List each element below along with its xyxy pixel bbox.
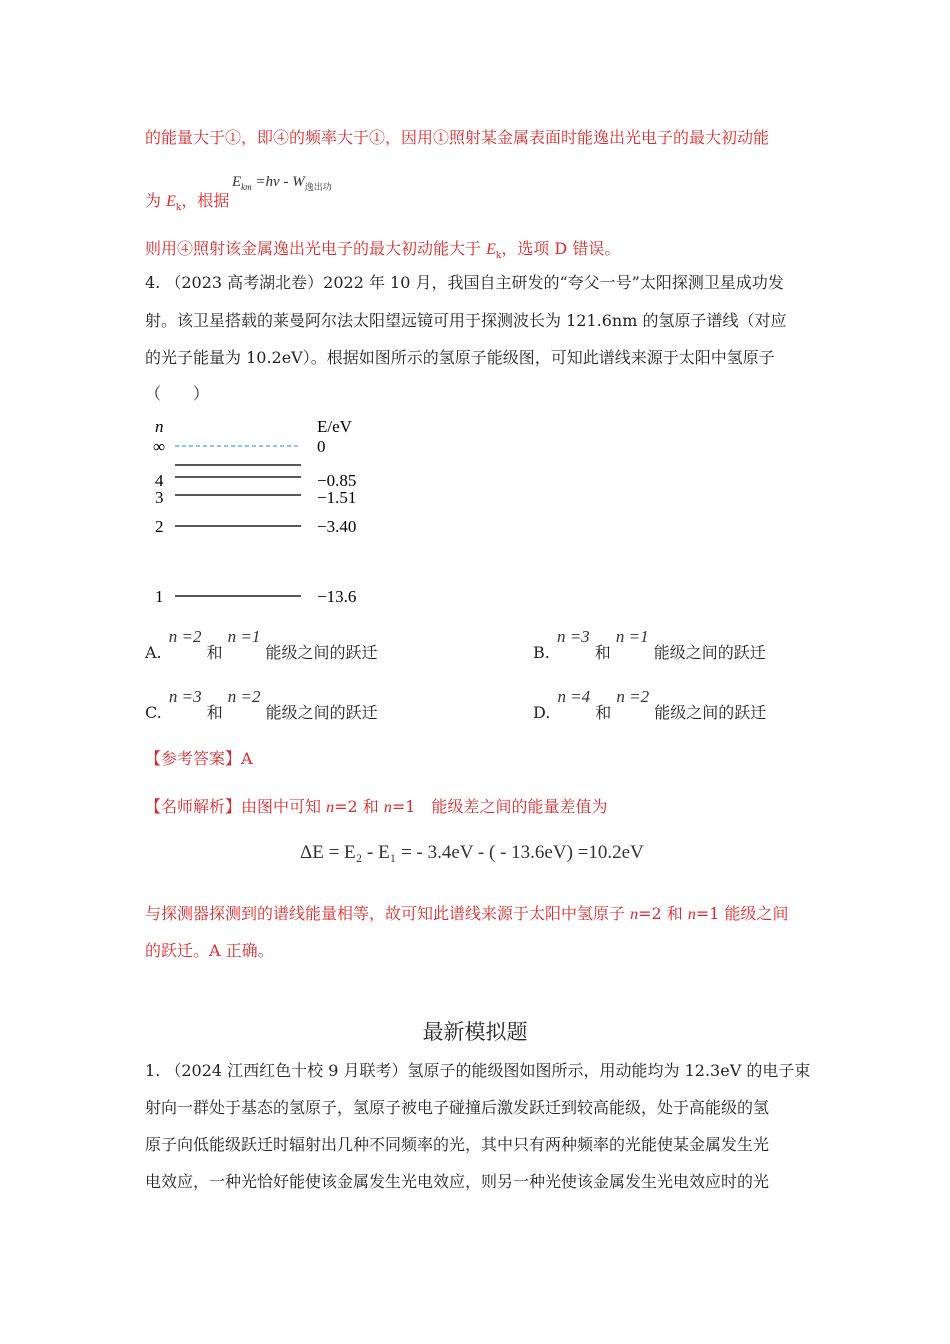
- level-2: [155, 517, 356, 536]
- analysis-continuation-line-3: 则用④照射该金属逸出光电子的最大初动能大于 $E_k$，选项 D 错误。: [145, 239, 621, 262]
- question-4-line-1: 4. （2023 高考湖北卷）2022 年 10 月，我国自主研发的“夸父一号”太阳探测卫星成功发: [145, 273, 784, 292]
- level-energy-label: 0: [317, 437, 326, 456]
- reference-answer: 【参考答案】A: [145, 749, 253, 768]
- level-energy-label: −13.6: [317, 587, 357, 606]
- level-1: [155, 587, 356, 606]
- level-energy-label: −3.40: [317, 517, 357, 536]
- diagram-n-label: n: [155, 417, 164, 436]
- level-n-label: 4: [155, 471, 164, 490]
- energy-level-diagram: [145, 410, 385, 610]
- option-b[interactable]: B. n =3 和 n =1 能级之间的跃迁: [533, 627, 766, 662]
- analysis-line-2: 与探测器探测到的谱线能量相等，故可知此谱线来源于太阳中氢原子 n=2 和 n=1 能级之间: [145, 904, 789, 923]
- level-n-label: ∞: [153, 437, 166, 456]
- option-c[interactable]: C. n =3 和 n =2 能级之间的跃迁: [145, 687, 378, 722]
- level-n-label: 2: [155, 517, 164, 536]
- level-energy-label: −1.51: [317, 488, 357, 507]
- question-1-line-2: 射向一群处于基态的氢原子，氢原子被电子碰撞后激发跃迁到较高能级，处于高能级的氢: [145, 1098, 770, 1117]
- analysis-line-1: 【名师解析】由图中可知 n=2 和 n=1 能级差之间的能量差值为: [145, 797, 608, 816]
- option-d[interactable]: D. n =4 和 n =2 能级之间的跃迁: [533, 687, 767, 722]
- question-1-line-1: 1. （2024 江西红色十校 9 月联考）氢原子的能级图如图所示，用动能均为 12.3eV 的电子束: [145, 1061, 811, 1080]
- analysis-continuation-line-2: 为 $E_k$，根据: [145, 191, 230, 214]
- level-3: [155, 488, 356, 507]
- question-4-line-2: 射。该卫星搭载的莱曼阿尔法太阳望远镜可用于探测波长为 121.6nm 的氢原子谱线（对应: [145, 311, 787, 330]
- option-a[interactable]: A. n =2 和 n =1 能级之间的跃迁: [145, 627, 378, 662]
- section-title: 最新模拟题: [422, 1020, 528, 1044]
- level-infinity: [153, 437, 326, 456]
- level-n-label: 3: [155, 488, 164, 507]
- question-4-line-3: 的光子能量为 10.2eV）。根据如图所示的氢原子能级图，可知此谱线来源于太阳中氢原子: [145, 348, 775, 367]
- formula-photoelectric: $E_{km} =h\nu - W_{逸出功}$: [232, 174, 332, 192]
- diagram-e-label: E/eV: [317, 417, 352, 436]
- question-1-line-4: 电效应，一种光恰好能使该金属发生光电效应，则另一种光使该金属发生光电效应时的光: [145, 1172, 770, 1191]
- question-1-line-3: 原子向低能级跃迁时辐射出几种不同频率的光，其中只有两种频率的光能使某金属发生光: [145, 1135, 770, 1154]
- analysis-continuation-line-1: 的能量大于①，即④的频率大于①，因用①照射某金属表面时能逸出光电子的最大初动能: [145, 128, 770, 147]
- level-energy-label: −0.85: [317, 471, 357, 490]
- analysis-line-3: 的跃迁。A 正确。: [145, 941, 274, 960]
- level-n-label: 1: [155, 587, 164, 606]
- energy-difference-equation: ΔE = E₂ - E₁ = - 3.4eV - ( - 13.6eV) =10.2eV: [300, 842, 644, 863]
- question-4-line-4: （ ）: [145, 384, 210, 403]
